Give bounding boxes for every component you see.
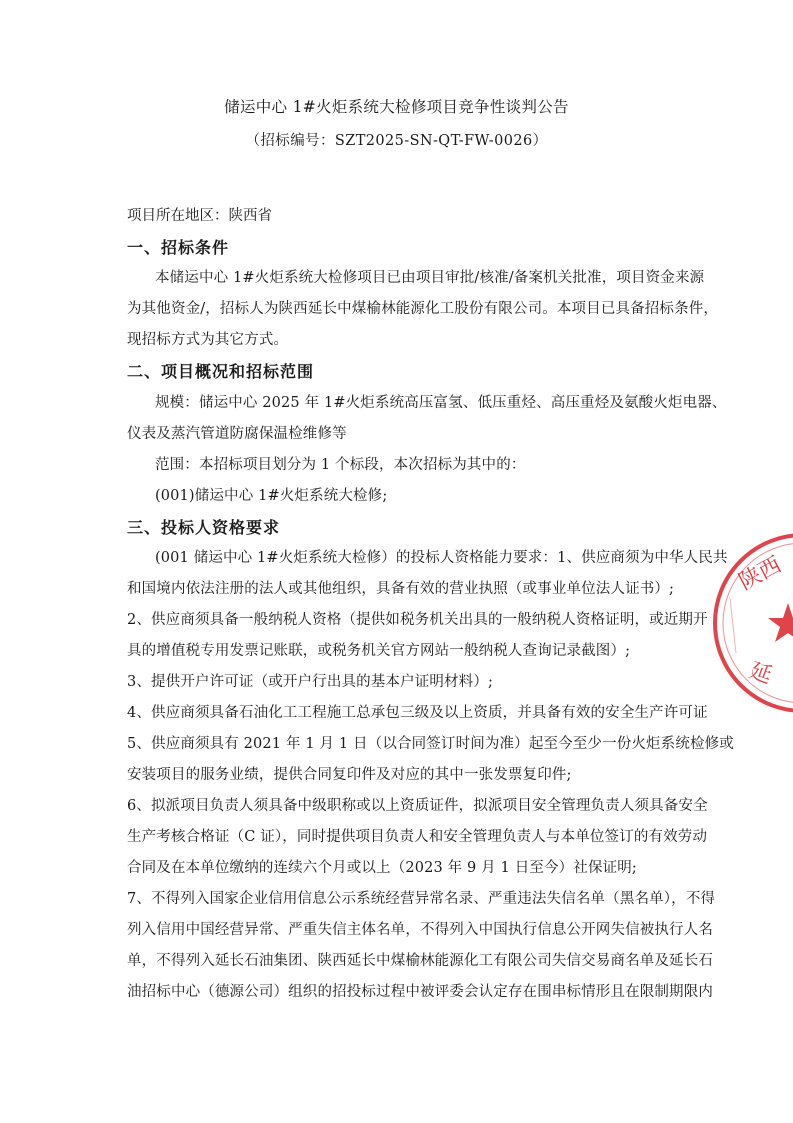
paragraph-line: 列入信用中国经营异常、严重失信主体名单，不得列入中国执行信息公开网失信被执行人名 — [127, 922, 713, 938]
paragraph-line: 范围：本招标项目划分为 1 个标段，本次招标为其中的： — [155, 457, 526, 473]
seal-star-icon — [768, 603, 793, 642]
seal-text-top: 陕西 — [735, 552, 786, 596]
paragraph-line: 规模：储运中心 2025 年 1#火炬系统高压富氢、低压重烃、高压重烃及氨酸火炬电器、 — [155, 395, 727, 411]
paragraph-line: 油招标中心（德源公司）组织的招投标过程中被评委会认定存在围串标情形且在限制期限内 — [127, 984, 713, 1000]
paragraph-line: 单，不得列入延长石油集团、陕西延长中煤榆林能源化工有限公司失信交易商名单及延长石 — [127, 953, 713, 969]
paragraph-line: 2、供应商须具备一般纳税人资格（提供如税务机关出具的一般纳税人资格证明，或近期开 — [127, 612, 708, 628]
project-region: 项目所在地区：陕西省 — [127, 208, 272, 224]
company-seal-stamp — [708, 528, 793, 718]
section-heading-bid-conditions: 一、招标条件 — [127, 238, 230, 257]
section-heading-bidder-qualifications: 三、投标人资格要求 — [127, 518, 281, 537]
paragraph-line: 7、不得列入国家企业信用信息公示系统经营异常名录、严重违法失信名单（黑名单），不得 — [127, 891, 716, 907]
paragraph-line: 6、拟派项目负责人须具备中级职称或以上资质证件，拟派项目安全管理负责人须具备安全 — [127, 798, 708, 814]
paragraph-line: 生产考核合格证（C 证），同时提供项目负责人和安全管理负责人与本单位签订的有效劳动 — [127, 829, 708, 845]
paragraph-line: 现招标方式为其它方式。 — [127, 332, 289, 348]
paragraph-line: 本储运中心 1#火炬系统大检修项目已由项目审批/核准/备案机关批准，项目资金来源 — [155, 270, 705, 286]
paragraph-line: 为其他资金/，招标人为陕西延长中煤榆林能源化工股份有限公司。本项目已具备招标条件， — [127, 301, 719, 317]
document-title: 储运中心 1#火炬系统大检修项目竞争性谈判公告 — [224, 98, 569, 116]
paragraph-line: (001 储运中心 1#火炬系统大检修）的投标人资格能力要求：1、供应商须为中华人民共 — [155, 550, 728, 566]
paragraph-line: 3、提供开户许可证（或开户行出具的基本户证明材料）; — [127, 674, 494, 690]
section-heading-project-overview: 二、项目概况和招标范围 — [127, 362, 315, 381]
paragraph-line: 合同及在本单位缴纳的连续六个月或以上（2023 年 9 月 1 日至今）社保证明; — [127, 860, 637, 876]
paragraph-line: 和国境内依法注册的法人或其他组织，具备有效的营业执照（或事业单位法人证书）; — [127, 581, 675, 597]
seal-text-bottom: 延 — [745, 658, 776, 690]
paragraph-line: 5、供应商须具有 2021 年 1 月 1 日（以合同签订时间为准）起至今至少一份火炬系统检修或 — [127, 736, 734, 752]
paragraph-line: 仪表及蒸汽管道防腐保温检维修等 — [127, 426, 347, 442]
bid-number: （招标编号：SZT2025-SN-QT-FW-0026） — [245, 133, 548, 149]
paragraph-line: (001)储运中心 1#火炬系统大检修; — [155, 488, 388, 504]
paragraph-line: 具的增值税专用发票记账联，或税务机关官方网站一般纳税人查询记录截图）; — [127, 643, 631, 659]
paragraph-line: 安装项目的服务业绩，提供合同复印件及对应的其中一张发票复印件; — [127, 767, 572, 783]
paragraph-line: 4、供应商须具备石油化工工程施工总承包三级及以上资质，并具备有效的安全生产许可证 — [127, 705, 708, 721]
